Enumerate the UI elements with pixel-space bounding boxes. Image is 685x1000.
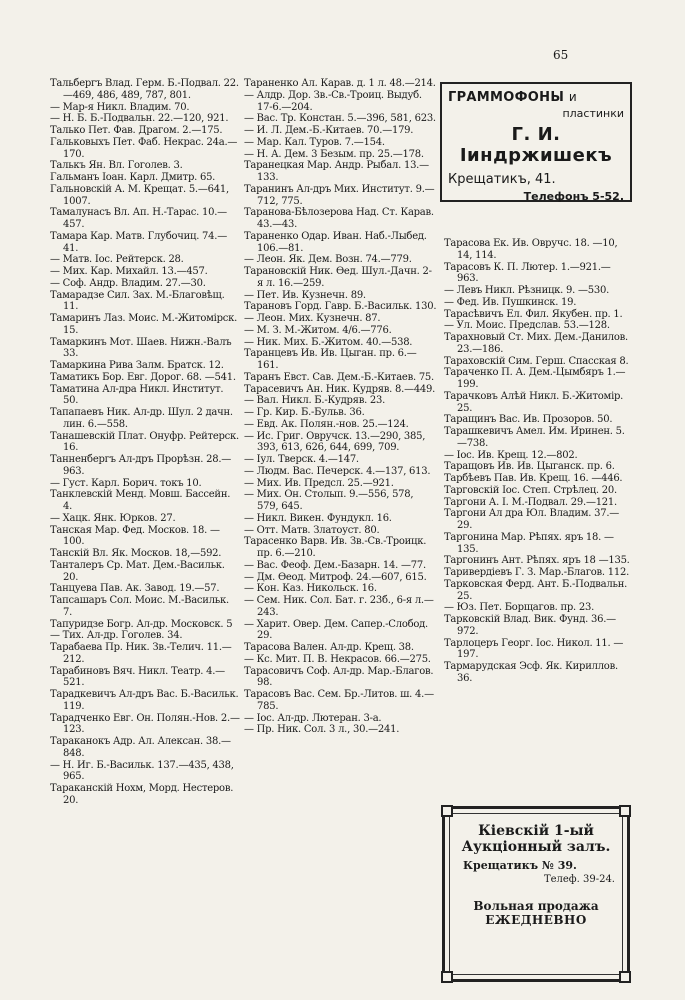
frame-ornament bbox=[441, 971, 453, 983]
directory-entry: Тараченко П. А. Дем.-Цымбяръ 1.—199. bbox=[444, 367, 626, 390]
directory-entry: — Гр. Кир. Б.-Бульв. 36. bbox=[244, 407, 365, 418]
directory-entry: Тарасѣвичъ Ел. Фил. Якубен. пр. 1. bbox=[444, 308, 623, 320]
directory-entry: — Левъ Никл. Рѣзницк. 9. —530. bbox=[444, 285, 610, 296]
directory-entry: Тараховскій Сим. Герш. Спасская 8. bbox=[444, 355, 629, 367]
directory-entry: Таранова-Бѣлозерова Над. Ст. Карав. 43.—43. bbox=[244, 207, 434, 230]
directory-entry: Гальновскій А. М. Крещат. 5.—641, 1007. bbox=[50, 183, 229, 207]
directory-entry: Тарачковъ Алѣй Никл. Б.-Житомір. 25. bbox=[444, 390, 624, 414]
ad-heading: Кіевскій 1-ый bbox=[478, 823, 594, 839]
directory-entry: Талько Пет. Фав. Драгом. 2.—175. bbox=[50, 125, 223, 136]
directory-entry: Тарадченко Евг. Он. Полян.-Нов. 2.—123. bbox=[50, 712, 240, 736]
directory-entry: Тарабиновъ Вяч. Никл. Театр. 4.—521. bbox=[50, 665, 225, 689]
directory-entry: — Юз. Пет. Борщагов. пр. 23. bbox=[444, 602, 595, 614]
ad-heading-2: Аукціонный залъ. bbox=[461, 839, 611, 855]
directory-entry: Талькъ Ян. Вл. Гоголев. 3. bbox=[50, 160, 183, 172]
directory-entry: Гальковыхъ Пет. Фаб. Некрас. 24а.—170. bbox=[50, 136, 238, 160]
frame-ornament bbox=[441, 805, 453, 817]
directory-entry: — Отт. Матв. Златоуст. 80. bbox=[244, 524, 380, 536]
directory-entry: — Людм. Вас. Печерск. 4.—137, 613. bbox=[244, 465, 431, 477]
directory-entry: — Матв. Іос. Рейтерск. 28. bbox=[50, 254, 184, 266]
directory-entry: Тапапаевъ Ник. Ал-др. Шул. 2 дачн. лин. 6.—558. bbox=[50, 407, 233, 430]
directory-entry: Тарадкевичъ Ал-дръ Вас. Б.-Васильк. 119. bbox=[50, 689, 239, 712]
directory-entry: — Вас. Феоф. Дем.-Базарн. 14. —77. bbox=[244, 559, 426, 571]
directory-entry: Тапсашаръ Сол. Моис. М.-Васильк. 7. bbox=[50, 595, 229, 618]
directory-entry: Тамарадзе Сил. Зах. М.-Благовѣщ. 11. bbox=[50, 289, 225, 313]
directory-entry: — Іос. Ив. Крещ. 12.—802. bbox=[444, 449, 578, 461]
directory-entry: — Тих. Ал-др. Гоголев. 34. bbox=[50, 630, 183, 642]
directory-entry: — М. З. М.-Житом. 4/6.—776. bbox=[244, 324, 392, 336]
directory-entry: Таргони А. І. М.-Подвал. 29.—121. bbox=[444, 496, 617, 508]
directory-entry: Танская Мар. Фед. Москов. 18. —100. bbox=[50, 524, 220, 548]
directory-column-1 bbox=[50, 78, 240, 807]
directory-entry: Тамаркинъ Мот. Шаев. Нижн.-Валъ 33. bbox=[50, 336, 232, 360]
directory-entry: — Густ. Карл. Борич. токъ 10. bbox=[50, 477, 202, 489]
directory-entry: — Іул. Тверск. 4.—147. bbox=[244, 454, 359, 465]
directory-entry: — Вас. Тр. Констан. 5.—396, 581, 623. bbox=[244, 113, 436, 125]
directory-entry: — Кон. Каз. Никольск. 16. bbox=[244, 583, 377, 595]
ad-heading: ГРАММОФОНЫ и bbox=[448, 90, 578, 105]
directory-entry: Тарговскій Іос. Степ. Стрѣлец. 20. bbox=[444, 484, 617, 496]
directory-entry: — Вал. Никл. Б.-Кудряв. 23. bbox=[244, 395, 386, 407]
directory-entry: Танненбергъ Ал-дръ Прорѣзн. 28.—963. bbox=[50, 454, 232, 477]
directory-entry: — Евд. Ак. Полян.-нов. 25.—124. bbox=[244, 418, 409, 430]
directory-entry: — Іос. Ал-др. Лютеран. 3-а. bbox=[244, 712, 382, 724]
directory-entry: — Сем. Ник. Сол. Бат. г. 23б., 6-я л.—243. bbox=[244, 595, 434, 618]
directory-entry: Тамаркина Рива Залм. Братск. 12. bbox=[50, 360, 224, 371]
directory-entry: — Ник. Мих. Б.-Житом. 40.—538. bbox=[244, 336, 413, 348]
directory-entry: Тарасова Вален. Ал-др. Крещ. 38. bbox=[244, 642, 414, 653]
directory-entry: Таргони Ал дра Юл. Владим. 37.—29. bbox=[444, 508, 620, 531]
directory-entry: Тарашкевичъ Амел. Им. Иринен. 5.—738. bbox=[444, 426, 625, 449]
directory-entry: Тарковскій Влад. Вик. Фунд. 36.—972. bbox=[444, 614, 616, 637]
directory-entry: — Н. Иг. Б.-Васильк. 137.—435, 438, 965. bbox=[50, 759, 234, 783]
directory-entry: — Мих. Ив. Предсл. 25.—921. bbox=[244, 477, 394, 489]
directory-entry: Таргонина Мар. Рѣпях. яръ 18. —135. bbox=[444, 531, 614, 555]
directory-entry: Тарбѣевъ Пав. Ив. Крещ. 16. —446. bbox=[444, 473, 623, 484]
ad-tagline: Вольная продажа bbox=[473, 899, 599, 913]
directory-entry: — Мар-я Никл. Владим. 70. bbox=[50, 101, 190, 113]
frame-ornament bbox=[619, 971, 631, 983]
directory-entry: Тараканокъ Адр. Ал. Алексан. 38.—848. bbox=[50, 736, 231, 759]
directory-entry: — Ис. Григ. Овручск. 13.—290, 385, 393, 613, 626, 644, 699, 709. bbox=[244, 430, 426, 454]
page-number: 65 bbox=[553, 48, 569, 62]
directory-entry: Тамалунасъ Вл. Ап. Н.-Тарас. 10.—457. bbox=[50, 207, 227, 230]
directory-entry: Тарасова Ек. Ив. Овручс. 18. —10, 14, 114. bbox=[444, 238, 618, 261]
directory-entry: — Н. Б. Б.-Подвальн. 22.—120, 921. bbox=[50, 113, 229, 125]
ad-subheading: пластинки bbox=[562, 107, 624, 120]
directory-entry: Тамара Кар. Матв. Глубочиц. 74.—41. bbox=[50, 230, 227, 254]
directory-entry: Тарахновый Ст. Мих. Дем.-Данилов. 23.—186. bbox=[444, 332, 628, 355]
directory-entry: Танашевскій Плат. Онуфр. Рейтерск. 16. bbox=[50, 430, 239, 454]
ad-tagline-2: ЕЖЕДНЕВНО bbox=[485, 913, 587, 927]
directory-entry: Тараненко Одар. Иван. Наб.-Лыбед. 106.—81. bbox=[244, 230, 427, 254]
directory-entry: Тамаринъ Лаз. Моис. М.-Житомірск. 15. bbox=[50, 313, 238, 336]
directory-entry: Тарлоцеръ Георг. Іос. Никол. 11. —197. bbox=[444, 637, 624, 661]
directory-entry: — Алдр. Дор. Зв.-Св.-Троиц. Выдуб. 17-6.—204. bbox=[244, 89, 422, 113]
ad-phone: Телеф. 39-24. bbox=[543, 874, 615, 885]
directory-entry: Таривердіевъ Г. З. Мар.-Благов. 112. bbox=[444, 567, 629, 578]
ad-address: Крещатикъ, 41. bbox=[448, 172, 556, 187]
directory-entry: Гальманъ Іоан. Карл. Дмитр. 65. bbox=[50, 172, 216, 183]
directory-entry: Таматина Ал-дра Никл. Институт. 50. bbox=[50, 383, 224, 407]
directory-entry: — Ул. Моис. Предслав. 53.—128. bbox=[444, 320, 610, 332]
auction-hall-advertisement bbox=[442, 806, 630, 982]
directory-entry: Тальбергъ Влад. Герм. Б.-Подвал. 22.—469, 486, 489, 787, 801. bbox=[50, 78, 239, 101]
directory-entry: — Дм. Ѳеод. Митроф. 24.—607, 615. bbox=[244, 571, 427, 583]
directory-entry: Таргонинъ Ант. Рѣпях. яръ 18 —135. bbox=[444, 555, 630, 567]
directory-entry: — Пр. Ник. Сол. 3 л., 30.—241. bbox=[244, 724, 400, 736]
directory-entry: — Н. А. Дем. 3 Безым. пр. 25.—178. bbox=[244, 148, 424, 160]
directory-entry: Тарасовъ К. П. Лютер. 1.—921.—963. bbox=[444, 261, 611, 285]
directory-entry: — Соф. Андр. Владим. 27.—30. bbox=[50, 277, 206, 289]
directory-entry: Танцуева Пав. Ак. Завод. 19.—57. bbox=[50, 583, 220, 595]
directory-entry: — И. Л. Дем.-Б.-Китаев. 70.—179. bbox=[244, 125, 414, 136]
gramophone-advertisement bbox=[440, 82, 632, 202]
directory-entry: — Фед. Ив. Пушкинск. 19. bbox=[444, 296, 577, 308]
directory-entry: — Мих. Кар. Михайл. 13.—457. bbox=[50, 266, 208, 277]
directory-entry: Тарановскій Ник. Ѳед. Шул.-Дачн. 2-я л. 16.—259. bbox=[244, 266, 432, 289]
directory-entry: — Хацк. Янк. Юрков. 27. bbox=[50, 512, 176, 524]
directory-entry: — Харит. Овер. Дем. Сапер.-Слобод. 29. bbox=[244, 618, 428, 642]
directory-entry: — Леон. Мих. Кузнечн. 87. bbox=[244, 313, 381, 324]
directory-entry: Тарковская Ферд. Ант. Б.-Подвальн. 25. bbox=[444, 578, 628, 602]
directory-entry: — Мар. Кал. Туров. 7.—154. bbox=[244, 136, 385, 148]
directory-entry: Таранецкая Мар. Андр. Рыбал. 13.—133. bbox=[244, 160, 429, 183]
directory-entry: Танклевскій Менд. Мовш. Бассейн. 4. bbox=[50, 489, 231, 512]
directory-column-2 bbox=[244, 78, 437, 736]
directory-entry: Таращинъ Вас. Ив. Прозоров. 50. bbox=[444, 414, 613, 426]
directory-entry: Таранцевъ Ив. Ив. Цыган. пр. 6.—161. bbox=[244, 348, 417, 371]
directory-entry: Танталеръ Ср. Мат. Дем.-Васильк. 20. bbox=[50, 559, 225, 583]
directory-entry: Тараканскій Нохм, Морд. Нестеров. 20. bbox=[50, 783, 234, 806]
directory-entry: Тарасенко Варв. Ив. Зв.-Св.-Троицк. пр. 6.—210. bbox=[244, 536, 427, 559]
directory-entry: Таранинъ Ал-дръ Мих. Институт. 9.—712, 775. bbox=[244, 183, 435, 207]
directory-entry: Тарасовичъ Соф. Ал-др. Мар.-Благов. 98. bbox=[244, 665, 434, 689]
directory-entry: Танскій Вл. Як. Москов. 18,—592. bbox=[50, 548, 222, 559]
directory-entry: Тарановъ Горд. Гавр. Б.-Васильк. 130. bbox=[244, 301, 437, 313]
directory-entry: — Мих. Он. Столып. 9.—556, 578, 579, 645. bbox=[244, 489, 414, 512]
directory-entry: Тарабаева Пр. Ник. Зв.-Телич. 11.—212. bbox=[50, 642, 232, 665]
directory-entry: Тапуридзе Богр. Ал-др. Московск. 5 bbox=[50, 618, 233, 630]
ad-phone: Телефонъ 5-52. bbox=[523, 190, 624, 203]
frame-ornament bbox=[619, 805, 631, 817]
directory-entry: Таматикъ Бор. Евг. Дорог. 68. —541. bbox=[50, 371, 236, 383]
directory-entry: Тарасовъ Вас. Сем. Бр.-Литов. ш. 4.—785. bbox=[244, 689, 434, 712]
directory-entry: Таращовъ Ив. Ив. Цыганск. пр. 6. bbox=[444, 461, 615, 473]
directory-entry: Тараненко Ал. Карав. д. 1 л. 48.—214. bbox=[244, 78, 436, 89]
directory-entry: — Кс. Мит. П. В. Некрасов. 66.—275. bbox=[244, 653, 431, 665]
ad-address: Крещатикъ № 39. bbox=[463, 859, 577, 872]
directory-entry: Таранъ Евст. Сав. Дем.-Б.-Китаев. 75. bbox=[244, 371, 434, 383]
directory-entry: Тарасевичъ Ан. Ник. Кудряв. 8.—449. bbox=[244, 383, 436, 395]
directory-entry: — Леон. Як. Дем. Возн. 74.—779. bbox=[244, 254, 412, 266]
directory-entry: — Никл. Викен. Фундукл. 16. bbox=[244, 512, 392, 524]
ad-merchant-name: Г. И. Іиндржишекъ bbox=[459, 124, 613, 166]
directory-column-3 bbox=[444, 238, 630, 685]
directory-entry: — Пет. Ив. Кузнечн. 89. bbox=[244, 289, 366, 301]
directory-entry: Тармарудская Эсф. Як. Кириллов. 36. bbox=[444, 661, 618, 684]
